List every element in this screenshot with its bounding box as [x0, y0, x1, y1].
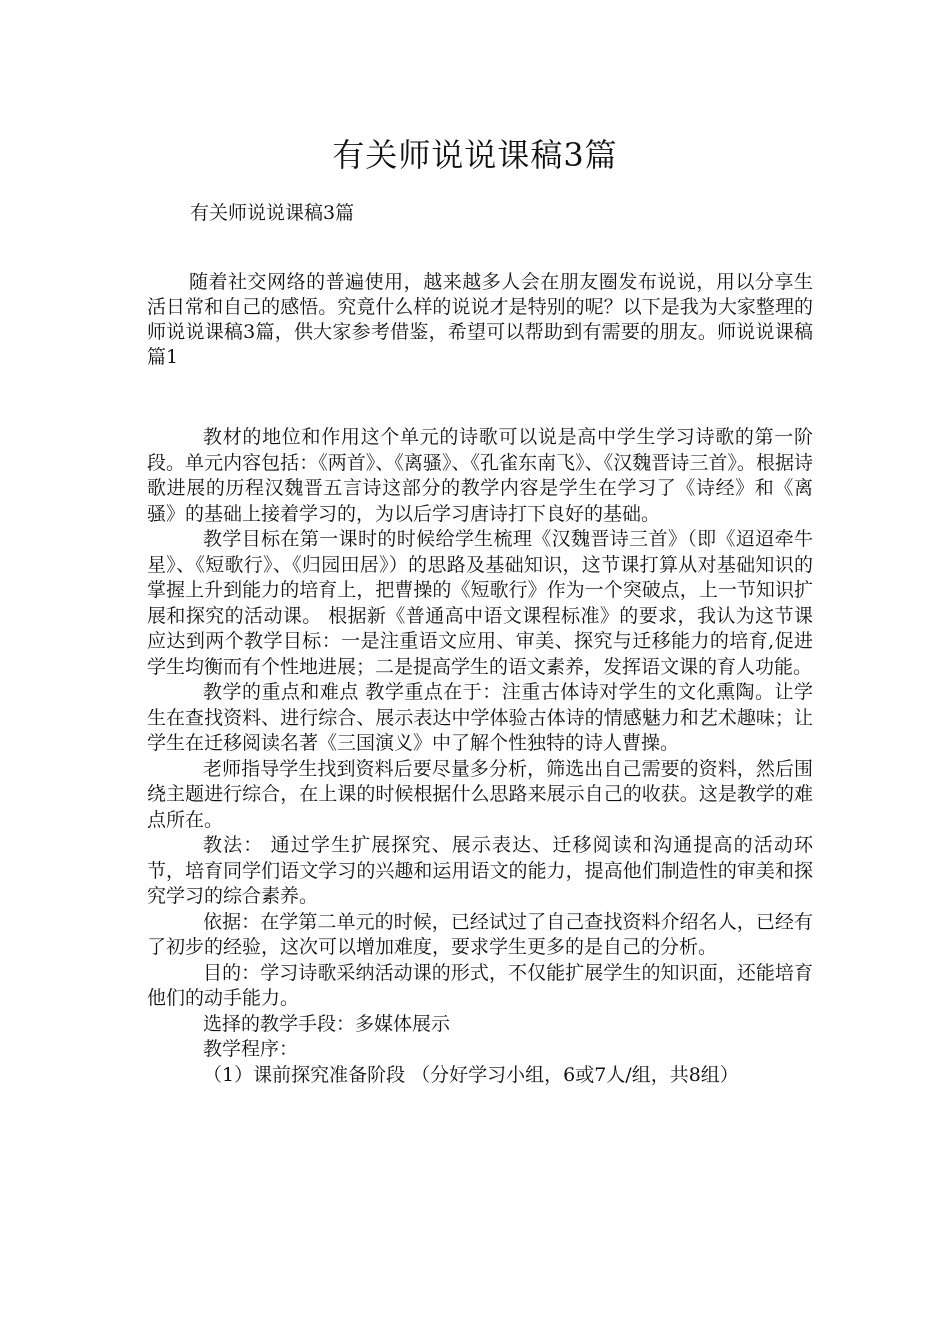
- paragraph-step-1: （1）课前探究准备阶段 （分好学习小组，6或7人/组，共8组）: [203, 1063, 739, 1086]
- paragraph-objectives: 教学目标在第一课时的时候给学生梳理《汉魏晋诗三首》（即《迢迢牵牛星》、《短歌行》、《归园田居》）的思路及基础知识，这节课打算从对基础知识的掌握上升到能力的培育上，把曹操的《短歌行》作为一个突破点，上一节知识扩展和探究的活动课。 根据新《普通高中语文课程标准》的要求，我认为这节课应达到两个教学目标：一是注重语文应用、审美、探究与迁移能力的培育,促进学生均衡而有个性地进展；二是提高学生的语文素养，发挥语文课的育人功能。: [147, 528, 813, 678]
- intro-paragraph: 随着社交网络的普遍使用，越来越多人会在朋友圈发布说说，用以分享生活日常和自己的感悟。究竟什么样的说说才是特别的呢？以下是我为大家整理的师说说课稿3篇，供大家参考借鉴，希望可以帮助到有需要的朋友。师说说课稿 篇1: [147, 271, 813, 368]
- paragraph-difficulty: 老师指导学生找到资料后要尽量多分析，筛选出自己需要的资料，然后围绕主题进行综合，在上课的时候根据什么思路来展示自己的收获。这是教学的难点所在。: [147, 757, 813, 831]
- paragraph-materials: 教材的地位和作用这个单元的诗歌可以说是高中学生学习诗歌的第一阶段。单元内容包括：《两首》、《离骚》、《孔雀东南飞》、《汉魏晋诗三首》。根据诗歌进展的历程汉魏晋五言诗这部分的教学内容是学生在学习了《诗经》和《离骚》的基础上接着学习的，为以后学习唐诗打下良好的基础。: [147, 426, 813, 525]
- document-title: 有关师说说课稿3篇: [332, 136, 618, 174]
- paragraph-teaching-means: 选择的教学手段：多媒体展示: [203, 1012, 451, 1035]
- paragraph-purpose: 目的：学习诗歌采纳活动课的形式，不仅能扩展学生的知识面，还能培育他们的动手能力。: [147, 961, 813, 1009]
- document-body: [147, 425, 813, 1088]
- paragraph-method: 教法： 通过学生扩展探究、展示表达、迁移阅读和沟通提高的活动环节，培育同学们语文学习的兴趣和运用语文的能力，提高他们制造性的审美和探究学习的综合素养。: [147, 834, 813, 907]
- paragraph-basis: 依据：在学第二单元的时候，已经试过了自己查找资料介绍名人，已经有了初步的经验，这次可以增加难度，要求学生更多的是自己的分析。: [147, 910, 813, 958]
- paragraph-key-points: 教学的重点和难点 教学重点在于：注重古体诗对学生的文化熏陶。让学生在查找资料、进行综合、展示表达中学体验古体诗的情感魅力和艺术趣味；让学生在迁移阅读名著《三国演义》中了解个性独特的诗人曹操。: [147, 681, 813, 754]
- paragraph-procedure: 教学程序：: [203, 1038, 299, 1060]
- document-subtitle: 有关师说说课稿3篇: [190, 202, 355, 224]
